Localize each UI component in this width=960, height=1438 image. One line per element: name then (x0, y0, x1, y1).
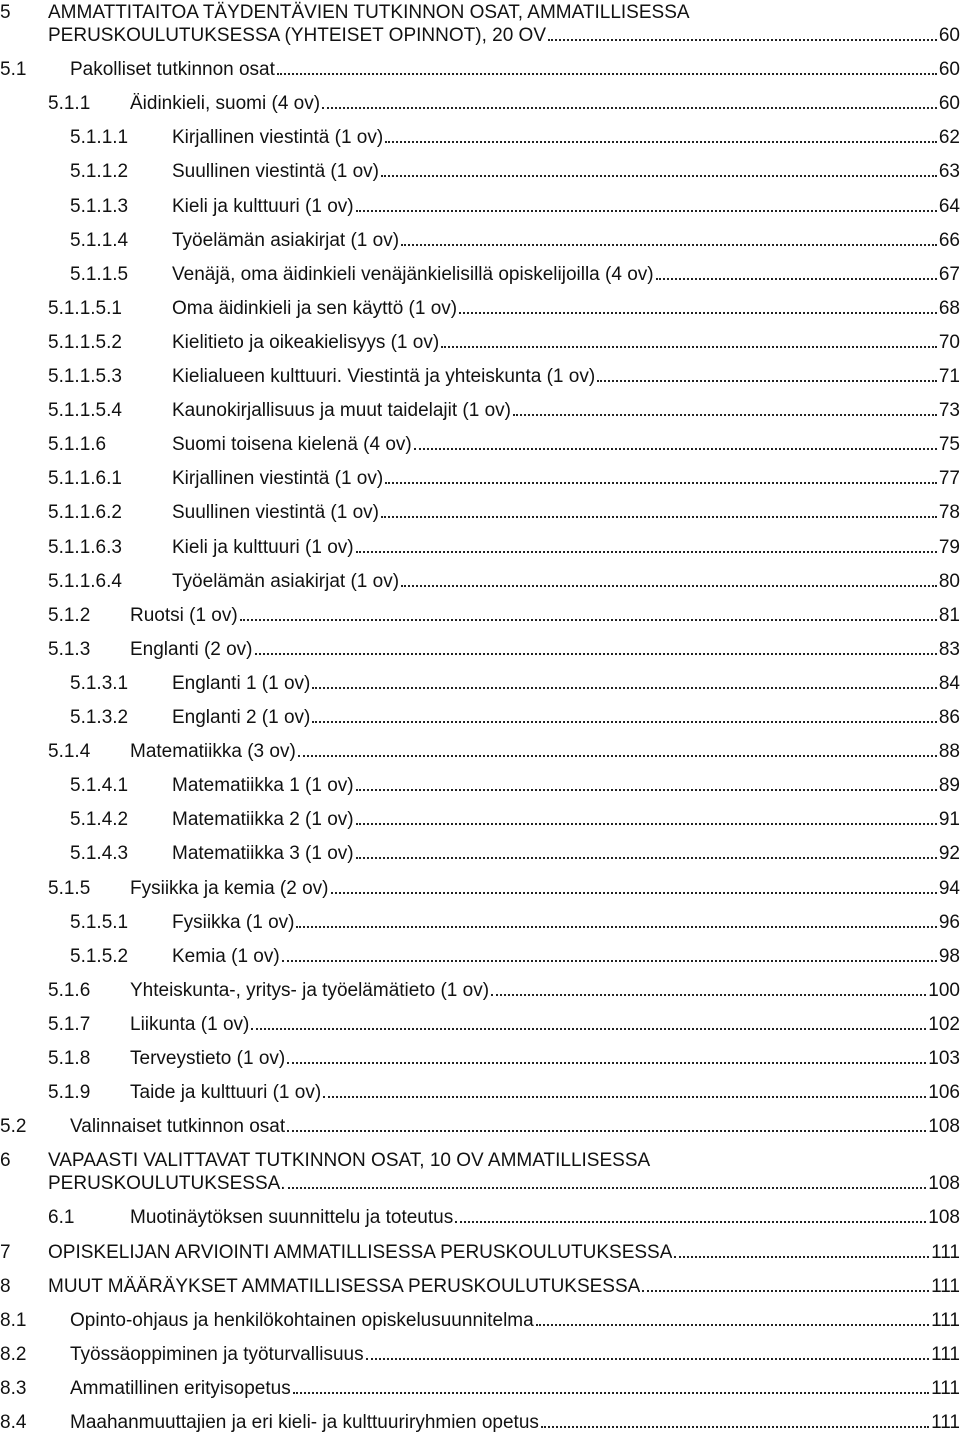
dot-leader (331, 892, 937, 894)
toc-entry-page-number: 108 (928, 1207, 960, 1229)
toc-entry-page-number: 60 (938, 25, 960, 46)
toc-entry-number: 8 (0, 1275, 11, 1297)
toc-entry-title: Kieli ja kulttuuri (1 ov) (172, 536, 354, 558)
dot-leader (674, 1256, 929, 1258)
toc-entry-page-number: 111 (931, 1241, 960, 1263)
toc-entry-title: Ammatillinen erityisopetus (70, 1377, 291, 1399)
toc-entry-page-number: 89 (938, 775, 960, 797)
toc-entry-number: 8.1 (0, 1309, 27, 1331)
toc-entry-title: Fysiikka (1 ov) (172, 911, 295, 933)
toc-entry-title: Kaunokirjallisuus ja muut taidelajit (1 ov) (172, 400, 511, 422)
toc-entry-page-number: 106 (928, 1082, 960, 1104)
dot-leader (296, 926, 936, 928)
toc-entry-number: 5 (0, 2, 11, 23)
toc-entry-number: 5.1.1.5.1 (48, 297, 122, 319)
toc-entry-page-number: 111 (931, 1309, 960, 1331)
toc-entry-page-number: 111 (931, 1343, 960, 1365)
toc-entry-page-number: 68 (938, 297, 960, 319)
toc-entry-number: 5.1.1.5.4 (48, 400, 122, 422)
toc-entry-title: Opinto-ohjaus ja henkilökohtainen opiskelusuunnitelma (70, 1309, 534, 1331)
toc-entry-title-first-line: VAPAASTI VALITTAVAT TUTKINNON OSAT, 10 OV AMMATILLISESSA (48, 1150, 651, 1172)
toc-entry-number: 8.4 (0, 1412, 27, 1433)
toc-entry-number: 5.1.1.1 (70, 127, 129, 149)
dot-leader (356, 551, 937, 553)
toc-entry-page-number: 75 (938, 434, 960, 456)
toc-entry-title: Kemia (1 ov) (172, 945, 280, 967)
toc-entry-number: 6.1 (48, 1207, 75, 1229)
dot-leader (541, 1426, 929, 1428)
toc-entry-number: 5.2 (0, 1116, 27, 1138)
toc-entry-title: Suullinen viestintä (1 ov) (172, 161, 379, 183)
dot-leader (385, 141, 937, 143)
toc-entry-page-number: 79 (938, 536, 960, 558)
toc-entry-number: 5.1.6 (48, 979, 91, 1001)
toc-entry-number: 5.1 (0, 59, 27, 81)
toc-entry-title: Äidinkieli, suomi (4 ov) (130, 93, 321, 115)
toc-entry-number: 5.1.5.2 (70, 945, 129, 967)
toc-entry-number: 7 (0, 1241, 11, 1263)
dot-leader (441, 346, 937, 348)
toc-entry-page-number: 94 (938, 877, 960, 899)
toc-entry-title: Taide ja kulttuuri (1 ov) (130, 1082, 322, 1104)
toc-entry-number: 5.1.5.1 (70, 911, 129, 933)
dot-leader (240, 619, 937, 621)
toc-entry-title: Englanti 2 (1 ov) (172, 707, 311, 728)
toc-entry-number: 5.1.1.3 (70, 195, 129, 217)
toc-entry-page-number: 91 (938, 809, 960, 831)
toc-entry-number: 5.1.4 (48, 741, 91, 763)
toc-entry-title: Kieli ja kulttuuri (1 ov) (172, 195, 354, 217)
toc-entry-page-number: 96 (938, 911, 960, 933)
toc-entry-title: Oma äidinkieli ja sen käyttö (1 ov) (172, 297, 458, 319)
toc-entry-title: Englanti 1 (1 ov) (172, 672, 311, 694)
toc-entry-page-number: 111 (931, 1377, 960, 1399)
toc-entry-title: Matematiikka 3 (1 ov) (172, 843, 354, 865)
toc-entry-number: 5.1.1.5.2 (48, 331, 122, 353)
toc-entry-page-number: 102 (928, 1013, 960, 1035)
dot-leader (459, 312, 937, 314)
dot-leader (288, 1187, 927, 1189)
toc-entry-number: 5.1.1.6.2 (48, 502, 122, 524)
toc-entry-title: Liikunta (1 ov) (130, 1013, 250, 1035)
dot-leader (356, 210, 937, 212)
dot-leader (287, 1130, 926, 1132)
toc-entry-title: Terveystieto (1 ov) (130, 1048, 286, 1069)
toc-entry-title: Matematiikka 1 (1 ov) (172, 775, 354, 797)
toc-entry-number: 8.2 (0, 1343, 27, 1365)
toc-entry-page-number: 70 (938, 331, 960, 353)
toc-entry-number: 5.1.1.6 (48, 434, 107, 456)
toc-entry-title: Pakolliset tutkinnon osat (70, 59, 275, 81)
dot-leader (293, 1392, 929, 1394)
toc-entry-page-number: 84 (938, 672, 960, 694)
toc-entry-page-number: 66 (938, 229, 960, 251)
dot-leader (381, 175, 937, 177)
dot-leader (298, 755, 937, 757)
toc-entry-page-number: 92 (938, 843, 960, 865)
toc-entry-title: Venäjä, oma äidinkieli venäjänkielisillä opiskelijoilla (4 ov) (172, 263, 654, 285)
toc-entry-number: 5.1.3.2 (70, 707, 129, 728)
dot-leader (414, 448, 937, 450)
toc-entry-number: 5.1.3.1 (70, 672, 129, 694)
toc-entry-number: 5.1.1.6.3 (48, 536, 122, 558)
toc-entry-number: 8.3 (0, 1377, 27, 1399)
dot-leader (356, 857, 937, 859)
toc-entry-page-number: 80 (938, 570, 960, 592)
toc-entry-page-number: 73 (938, 400, 960, 422)
toc-entry-page-number: 83 (938, 638, 960, 660)
toc-entry-title: Maahanmuuttajien ja eri kieli- ja kulttuuriryhmien opetus (70, 1412, 539, 1433)
toc-entry-title: Työssäoppiminen ja työturvallisuus (70, 1343, 364, 1365)
toc-entry-page-number: 111 (931, 1412, 960, 1433)
toc-entry-title: Kirjallinen viestintä (1 ov) (172, 468, 384, 490)
dot-leader (323, 1096, 926, 1098)
dot-leader (401, 244, 937, 246)
toc-entry-page-number: 77 (938, 468, 960, 490)
dot-leader (656, 278, 937, 280)
dot-leader (455, 1221, 926, 1223)
toc-entry-title: OPISKELIJAN ARVIOINTI AMMATILLISESSA PERUSKOULUTUKSESSA (48, 1241, 673, 1263)
dot-leader (356, 823, 937, 825)
toc-entry-number: 5.1.1.6.4 (48, 570, 122, 592)
toc-entry-page-number: 108 (928, 1116, 960, 1138)
toc-entry-page-number: 88 (938, 741, 960, 763)
toc-entry-title: Kirjallinen viestintä (1 ov) (172, 127, 384, 149)
dot-leader (597, 380, 937, 382)
dot-leader (312, 687, 937, 689)
toc-entry-title: Yhteiskunta-, yritys- ja työelämätieto (1 ov) (130, 979, 490, 1001)
dot-leader (277, 73, 937, 75)
dot-leader (366, 1358, 930, 1360)
toc-entry-page-number: 103 (928, 1048, 960, 1069)
toc-entry-number: 5.1.7 (48, 1013, 91, 1035)
toc-entry-title: PERUSKOULUTUKSESSA. (48, 1173, 286, 1195)
dot-leader (287, 1062, 926, 1064)
toc-entry-number: 5.1.1.5.3 (48, 366, 122, 387)
dot-leader (312, 721, 937, 723)
dot-leader (548, 39, 937, 41)
dot-leader (401, 585, 937, 587)
toc-entry-title: Ruotsi (1 ov) (130, 604, 238, 626)
toc-entry-number: 5.1.1.6.1 (48, 468, 122, 490)
dot-leader (385, 482, 937, 484)
toc-entry-page-number: 108 (928, 1173, 960, 1195)
toc-entry-title: PERUSKOULUTUKSESSA (YHTEISET OPINNOT), 20 OV (48, 25, 546, 46)
toc-entry-page-number: 81 (938, 604, 960, 626)
toc-entry-title: Matematiikka (3 ov) (130, 741, 296, 763)
toc-entry-page-number: 98 (938, 945, 960, 967)
toc-entry-number: 5.1.4.1 (70, 775, 129, 797)
toc-entry-number: 5.1.8 (48, 1048, 91, 1069)
dot-leader (255, 653, 937, 655)
dot-leader (513, 414, 937, 416)
dot-leader (491, 994, 926, 996)
toc-entry-number: 5.1.4.2 (70, 809, 129, 831)
toc-entry-page-number: 111 (931, 1275, 960, 1297)
toc-entry-title: Suomi toisena kielenä (4 ov) (172, 434, 412, 456)
dot-leader (282, 960, 937, 962)
toc-entry-number: 5.1.1.5 (70, 263, 129, 285)
toc-entry-number: 5.1.2 (48, 604, 91, 626)
toc-entry-number: 5.1.1.2 (70, 161, 129, 183)
toc-entry-number: 5.1.5 (48, 877, 91, 899)
toc-entry-page-number: 60 (938, 93, 960, 115)
toc-entry-title-first-line: AMMATTITAITOA TÄYDENTÄVIEN TUTKINNON OSAT, AMMATILLISESSA (48, 2, 690, 23)
toc-entry-title: Muotinäytöksen suunnittelu ja toteutus (130, 1207, 454, 1229)
toc-entry-page-number: 62 (938, 127, 960, 149)
toc-entry-title: Suullinen viestintä (1 ov) (172, 502, 379, 524)
toc-entry-number: 5.1.3 (48, 638, 91, 660)
dot-leader (251, 1028, 926, 1030)
dot-leader (356, 789, 937, 791)
toc-entry-title: Työelämän asiakirjat (1 ov) (172, 570, 400, 592)
toc-entry-title: Matematiikka 2 (1 ov) (172, 809, 354, 831)
toc-entry-title: MUUT MÄÄRÄYKSET AMMATILLISESSA PERUSKOULUTUKSESSA (48, 1275, 641, 1297)
dot-leader (381, 516, 937, 518)
toc-entry-title: Työelämän asiakirjat (1 ov) (172, 229, 400, 251)
dot-leader (642, 1290, 929, 1292)
toc-entry-page-number: 71 (938, 366, 960, 387)
toc-entry-title: Kielitieto ja oikeakielisyys (1 ov) (172, 331, 440, 353)
toc-entry-number: 5.1.1 (48, 93, 91, 115)
toc-entry-number: 5.1.9 (48, 1082, 91, 1104)
toc-entry-number: 5.1.1.4 (70, 229, 129, 251)
dot-leader (536, 1324, 929, 1326)
toc-entry-page-number: 63 (938, 161, 960, 183)
toc-entry-title: Fysiikka ja kemia (2 ov) (130, 877, 329, 899)
toc-entry-title: Englanti (2 ov) (130, 638, 253, 660)
toc-entry-page-number: 60 (938, 59, 960, 81)
dot-leader (322, 107, 937, 109)
toc-entry-page-number: 64 (938, 195, 960, 217)
toc-entry-title: Valinnaiset tutkinnon osat (70, 1116, 286, 1138)
toc-entry-page-number: 100 (928, 979, 960, 1001)
toc-entry-page-number: 67 (938, 263, 960, 285)
toc-entry-number: 5.1.4.3 (70, 843, 129, 865)
toc-entry-page-number: 86 (938, 707, 960, 728)
toc-entry-page-number: 78 (938, 502, 960, 524)
toc-entry-number: 6 (0, 1150, 11, 1172)
toc-entry-title: Kielialueen kulttuuri. Viestintä ja yhteiskunta (1 ov) (172, 366, 596, 387)
